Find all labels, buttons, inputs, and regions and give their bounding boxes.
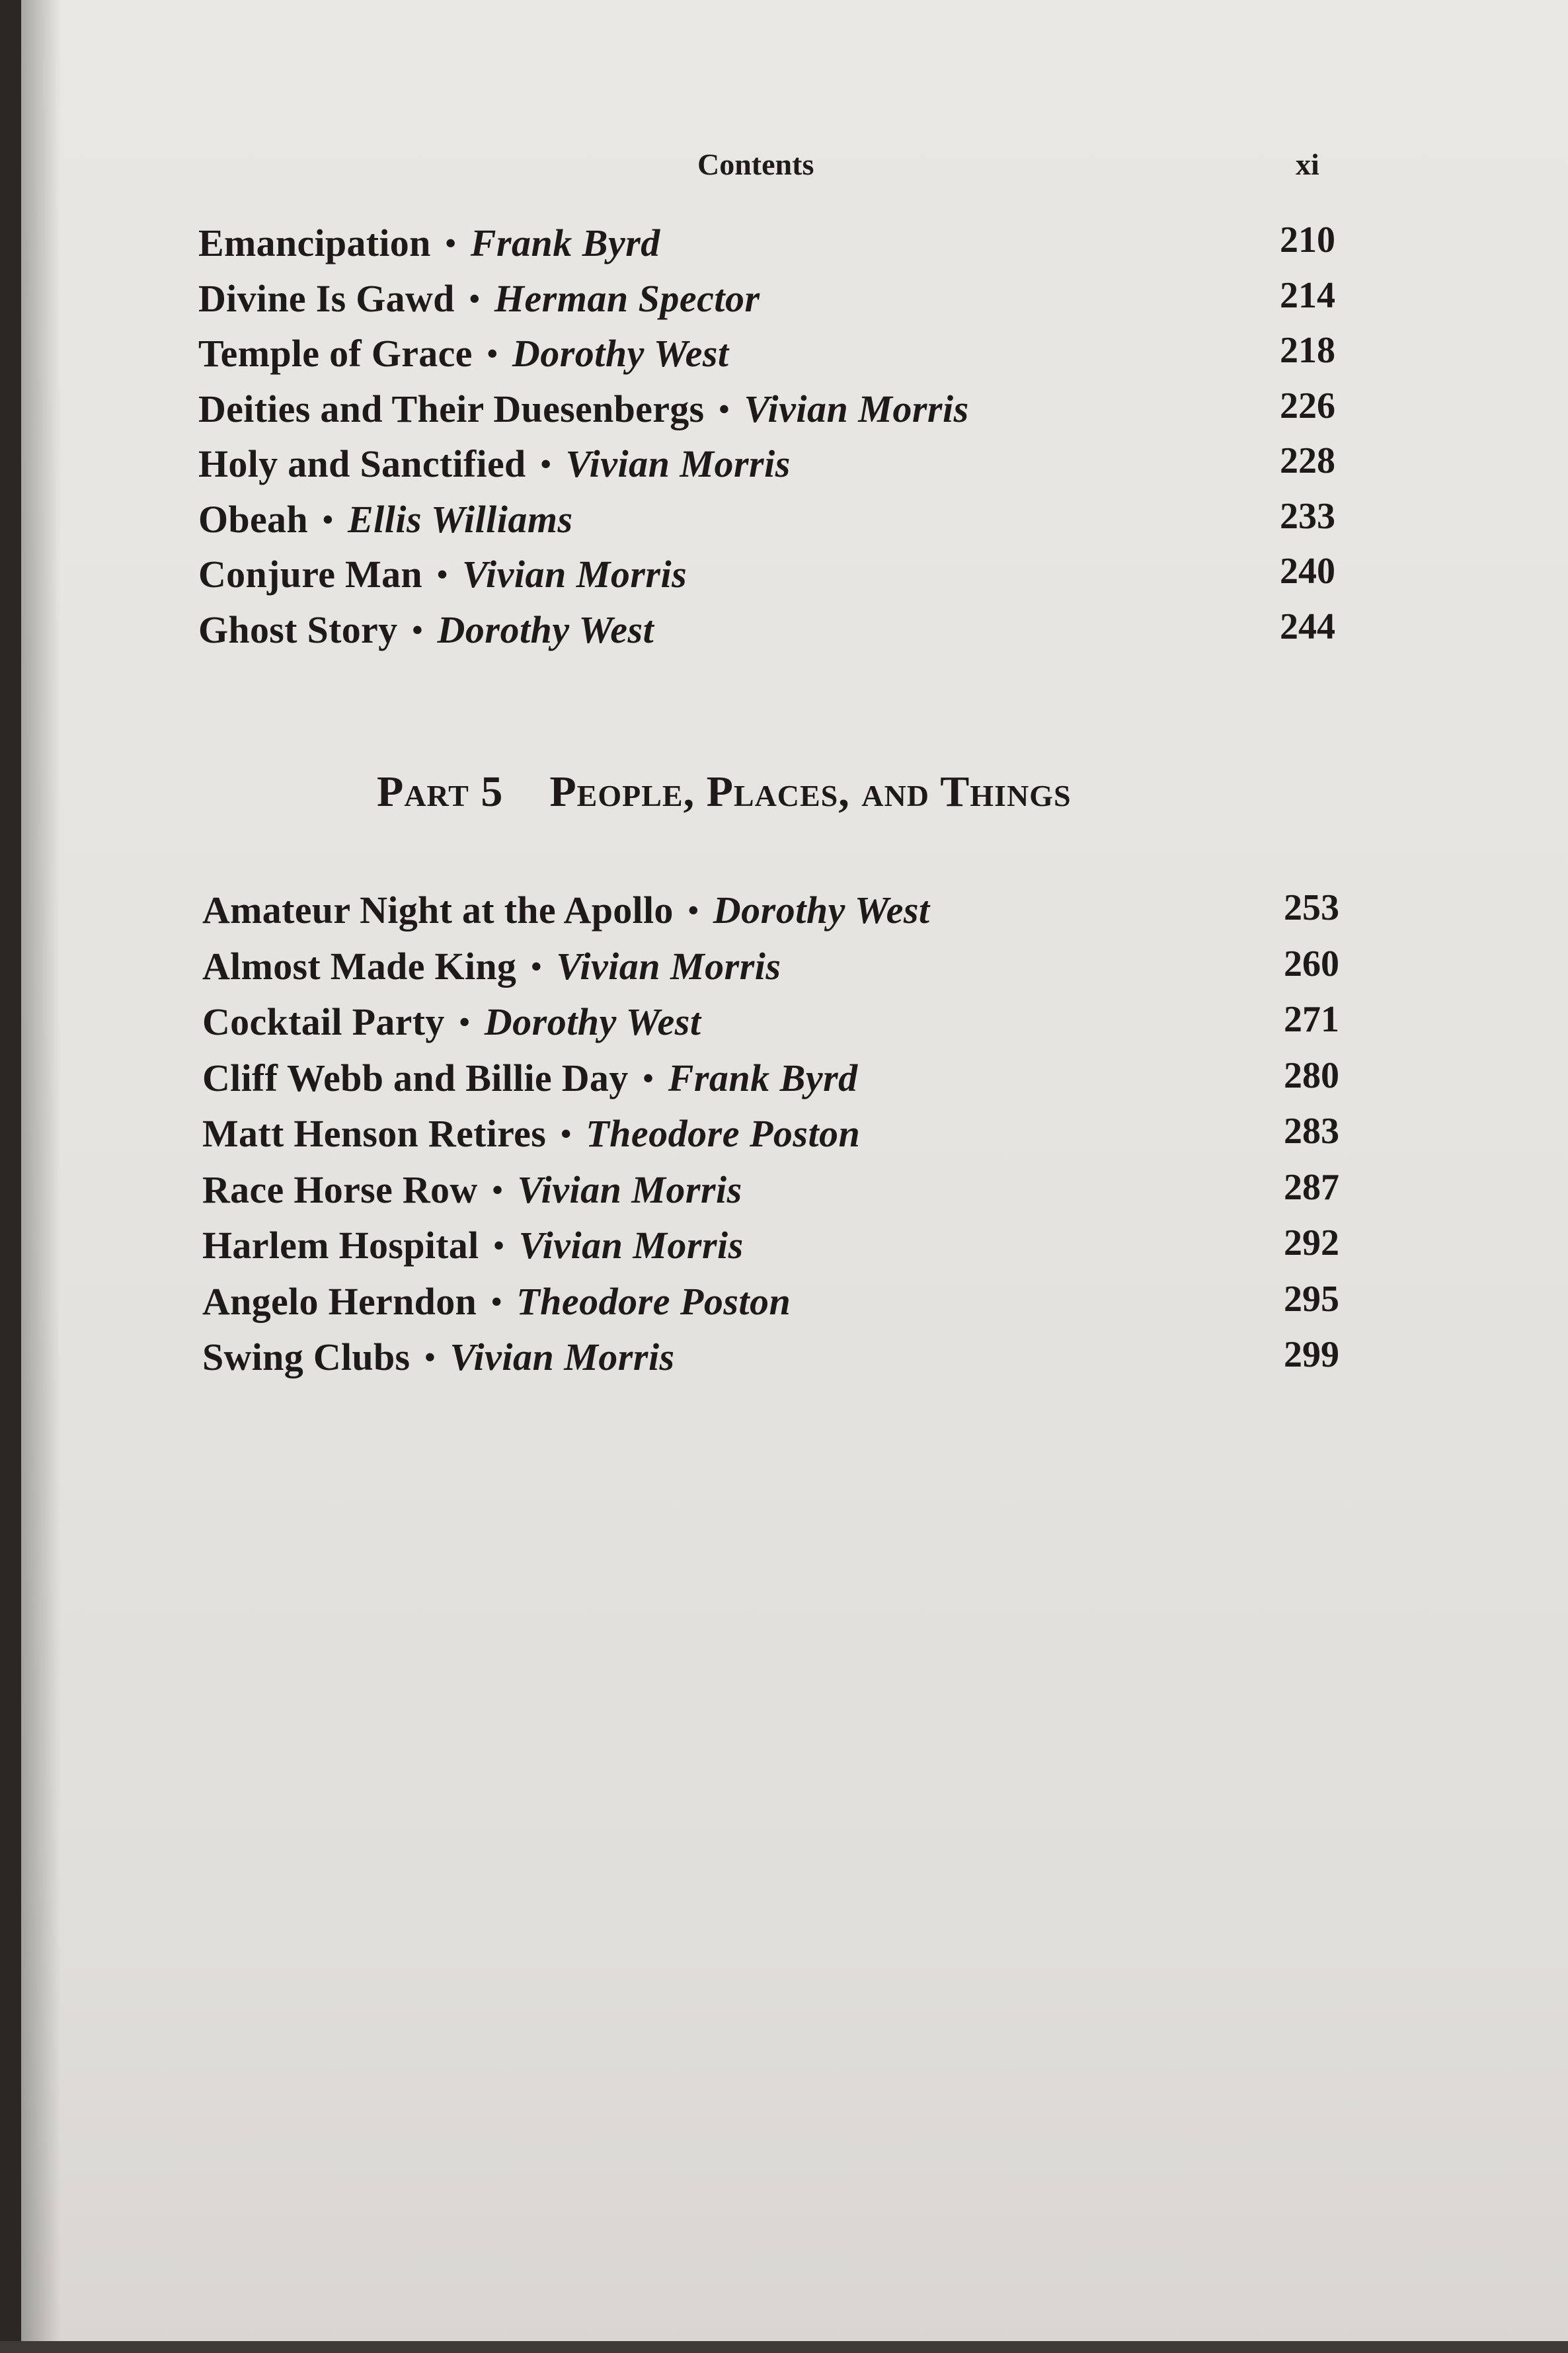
entry-author: Dorothy West [437, 608, 654, 651]
entry-author: Ellis Williams [347, 497, 573, 541]
entry-page: 287 [1284, 1166, 1339, 1208]
contents-list-part5 [202, 883, 1339, 1386]
entry-author: Frank Byrd [470, 221, 660, 264]
entry-page: 260 [1284, 943, 1339, 984]
entry-author: Vivian Morris [462, 553, 687, 596]
toc-entry [202, 1330, 1339, 1386]
toc-entry [198, 326, 1335, 381]
bullet-separator: • [412, 612, 423, 647]
bullet-separator: • [492, 1172, 503, 1207]
entry-page: 214 [1280, 274, 1335, 316]
part-label: Part 5 [377, 768, 504, 816]
bullet-separator: • [469, 281, 480, 315]
entry-page: 253 [1284, 887, 1339, 928]
toc-entry [202, 939, 1339, 995]
entry-page: 271 [1284, 999, 1339, 1040]
entry-page: 218 [1280, 330, 1335, 371]
toc-entry [202, 994, 1339, 1051]
entry-author: Vivian Morris [518, 1224, 744, 1267]
entry-author: Vivian Morris [450, 1336, 675, 1378]
toc-entry [202, 1106, 1339, 1162]
entry-page: 240 [1280, 551, 1335, 592]
entry-author: Dorothy West [713, 889, 930, 932]
running-head: Contents [697, 147, 814, 181]
entry-author: Vivian Morris [556, 944, 781, 988]
entry-author: Theodore Poston [516, 1279, 791, 1323]
entry-author: Dorothy West [512, 332, 729, 375]
part-title: People, Places, and Things [549, 768, 1072, 816]
entry-author: Dorothy West [484, 1000, 701, 1043]
entry-author: Vivian Morris [517, 1168, 742, 1211]
toc-entry [202, 1218, 1339, 1274]
entry-title: Swing Clubs [202, 1336, 411, 1378]
entry-title: Obeah [198, 497, 308, 541]
bullet-separator: • [531, 949, 542, 983]
bullet-separator: • [643, 1060, 654, 1095]
toc-entry [202, 1051, 1339, 1107]
toc-entry [198, 216, 1335, 271]
entry-title: Ghost Story [198, 608, 398, 651]
entry-title: Conjure Man [198, 553, 422, 596]
entry-author: Herman Spector [494, 276, 760, 320]
bullet-separator: • [424, 1340, 436, 1374]
bullet-separator: • [540, 447, 551, 481]
entry-title: Harlem Hospital [202, 1224, 479, 1267]
toc-entry [198, 492, 1335, 547]
entry-page: 210 [1280, 219, 1335, 260]
page-gutter-shadow [21, 0, 61, 2353]
bullet-separator: • [687, 893, 699, 927]
contents-list-part4 [198, 216, 1335, 657]
part-heading [377, 767, 1072, 817]
entry-title: Race Horse Row [202, 1168, 478, 1211]
entry-title: Cliff Webb and Billie Day [202, 1056, 629, 1099]
entry-title: Emancipation [198, 221, 431, 264]
entry-title: Temple of Grace [198, 332, 473, 375]
entry-title: Matt Henson Retires [202, 1112, 547, 1155]
entry-page: 283 [1284, 1111, 1339, 1152]
toc-entry [198, 602, 1335, 658]
toc-entry [198, 271, 1335, 327]
bullet-separator: • [487, 337, 498, 370]
bullet-separator: • [322, 502, 333, 536]
bullet-separator: • [445, 226, 456, 260]
entry-page: 233 [1280, 495, 1335, 537]
entry-title: Deities and Their Duesenbergs [198, 387, 705, 430]
entry-title: Cocktail Party [202, 1000, 445, 1043]
bullet-separator: • [493, 1228, 504, 1262]
entry-title: Amateur Night at the Apollo [202, 889, 674, 932]
entry-author: Frank Byrd [668, 1056, 858, 1099]
toc-entry [198, 436, 1335, 492]
bullet-separator: • [491, 1284, 502, 1318]
page-number: xi [1296, 147, 1319, 181]
entry-page: 280 [1284, 1055, 1339, 1096]
bullet-separator: • [561, 1117, 572, 1150]
entry-page: 292 [1284, 1222, 1339, 1263]
entry-page: 226 [1280, 385, 1335, 426]
bullet-separator: • [459, 1005, 470, 1039]
entry-author: Theodore Poston [586, 1112, 861, 1155]
entry-title: Angelo Herndon [202, 1279, 477, 1323]
entry-title: Almost Made King [202, 944, 517, 988]
page-bottom-edge [0, 2341, 1568, 2353]
toc-entry [198, 381, 1335, 437]
toc-entry [202, 883, 1339, 939]
entry-title: Divine Is Gawd [198, 276, 455, 320]
entry-author: Vivian Morris [565, 442, 791, 485]
bullet-separator: • [719, 391, 730, 426]
entry-page: 228 [1280, 440, 1335, 481]
entry-page: 295 [1284, 1278, 1339, 1320]
bullet-separator: • [436, 557, 448, 591]
entry-page: 244 [1280, 606, 1335, 647]
toc-entry [202, 1162, 1339, 1218]
toc-entry [202, 1274, 1339, 1330]
toc-entry [198, 547, 1335, 602]
entry-title: Holy and Sanctified [198, 442, 526, 485]
entry-author: Vivian Morris [744, 387, 969, 430]
entry-page: 299 [1284, 1334, 1339, 1375]
